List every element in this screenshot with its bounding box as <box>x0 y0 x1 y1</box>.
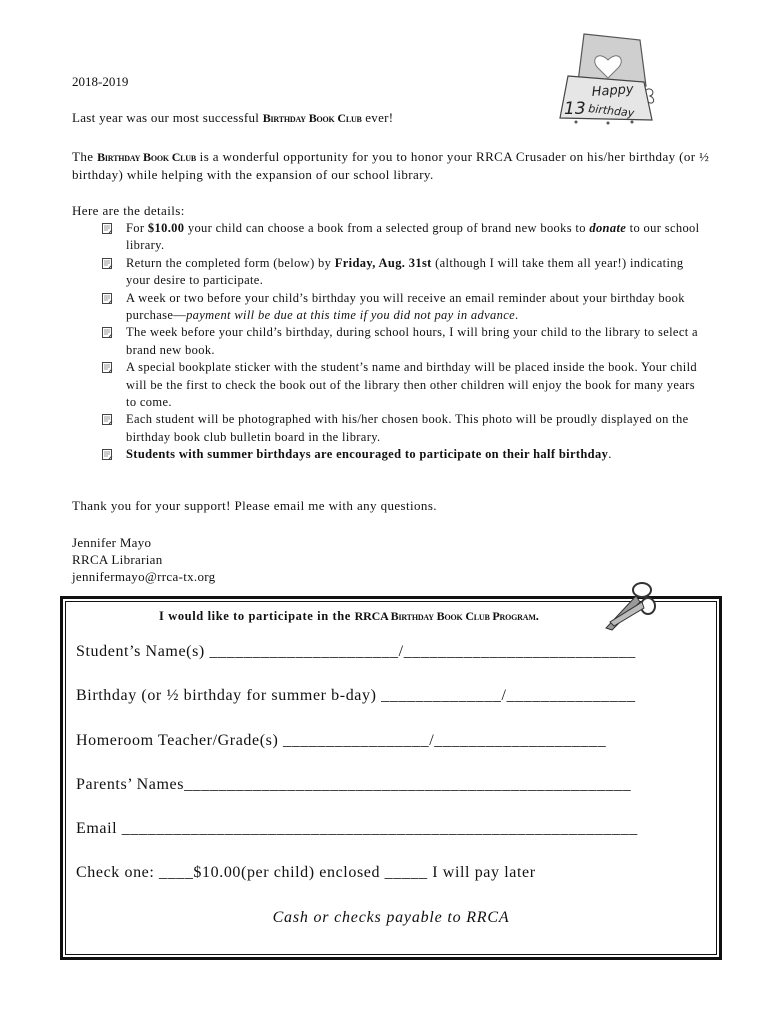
parents-names-field[interactable]: Parents’ Names____________________________________________________ <box>76 776 632 793</box>
school-year: 2018-2019 <box>72 74 129 89</box>
scissors-icon <box>598 576 658 636</box>
student-name-field[interactable]: Student’s Name(s) ______________________/___________________________ <box>76 643 636 660</box>
note-bullet-icon <box>102 258 113 269</box>
payment-note: Cash or checks payable to RRCA <box>272 909 510 926</box>
club-name: Birthday Book Club <box>262 111 362 125</box>
details-heading: Here are the details: <box>72 203 185 218</box>
card-text-13: 13 <box>564 99 586 119</box>
registration-form <box>60 596 722 960</box>
details-list <box>102 220 702 464</box>
note-bullet-icon <box>102 327 113 338</box>
note-bullet-icon <box>102 362 113 373</box>
birthday-field[interactable]: Birthday (or ½ birthday for summer b-day) ______________/_______________ <box>76 687 636 704</box>
note-bullet-icon <box>102 293 113 304</box>
list-item: Each student will be photographed with his/her chosen book. This photo will be proudly displayed on the birthday book club bulletin board in the library. <box>102 411 702 446</box>
intro-line: Last year was our most successful Birthday Book Club ever! <box>72 110 394 125</box>
note-bullet-icon <box>102 449 113 460</box>
list-item: A special bookplate sticker with the student’s name and birthday will be placed inside the book. Your child will be the first to check the book out of the library then other children will enjoy the book for many years to come. <box>102 359 702 411</box>
list-item: For $10.00 your child can choose a book from a selected group of brand new books to donate to our school library. <box>102 220 702 255</box>
signature-block <box>72 534 215 585</box>
librarian-role: RRCA Librarian <box>72 552 163 567</box>
card-text-birthday: birthday <box>587 102 635 120</box>
club-description: The Birthday Book Club is a wonderful opportunity for you to honor your RRCA Crusader on his/her birthday (or ½ birthday) while helping with the expansion of our school library. <box>72 149 710 182</box>
note-bullet-icon <box>102 414 113 425</box>
email-field[interactable]: Email ____________________________________________________________ <box>76 820 638 837</box>
club-name: Birthday Book Club <box>97 150 197 164</box>
librarian-name: Jennifer Mayo <box>72 535 152 550</box>
list-item: The week before your child’s birthday, during school hours, I will bring your child to the library to select a brand new book. <box>102 324 702 359</box>
list-item: Return the completed form (below) by Friday, Aug. 31st (although I will take them all year!) indicating your desire to participate. <box>102 255 702 290</box>
birthday-card-icon <box>548 30 660 126</box>
form-title: I would like to participate in the RRCA Birthday Book Club Program. <box>159 609 540 623</box>
thanks-line: Thank you for your support! Please email me with any questions. <box>72 498 437 513</box>
note-bullet-icon <box>102 223 113 234</box>
payment-option[interactable]: Check one: ____$10.00(per child) enclosed _____ I will pay later <box>76 864 536 881</box>
librarian-email: jennifermayo@rrca-tx.org <box>72 569 216 584</box>
list-item: A week or two before your child’s birthday you will receive an email reminder about your birthday book purchase—payment will be due at this time if you did not pay in advance. <box>102 290 702 325</box>
teacher-grade-field[interactable]: Homeroom Teacher/Grade(s) _________________/____________________ <box>76 732 607 749</box>
list-item: Students with summer birthdays are encouraged to participate on their half birthday. <box>102 446 702 463</box>
card-text-happy: Happy <box>591 82 635 100</box>
